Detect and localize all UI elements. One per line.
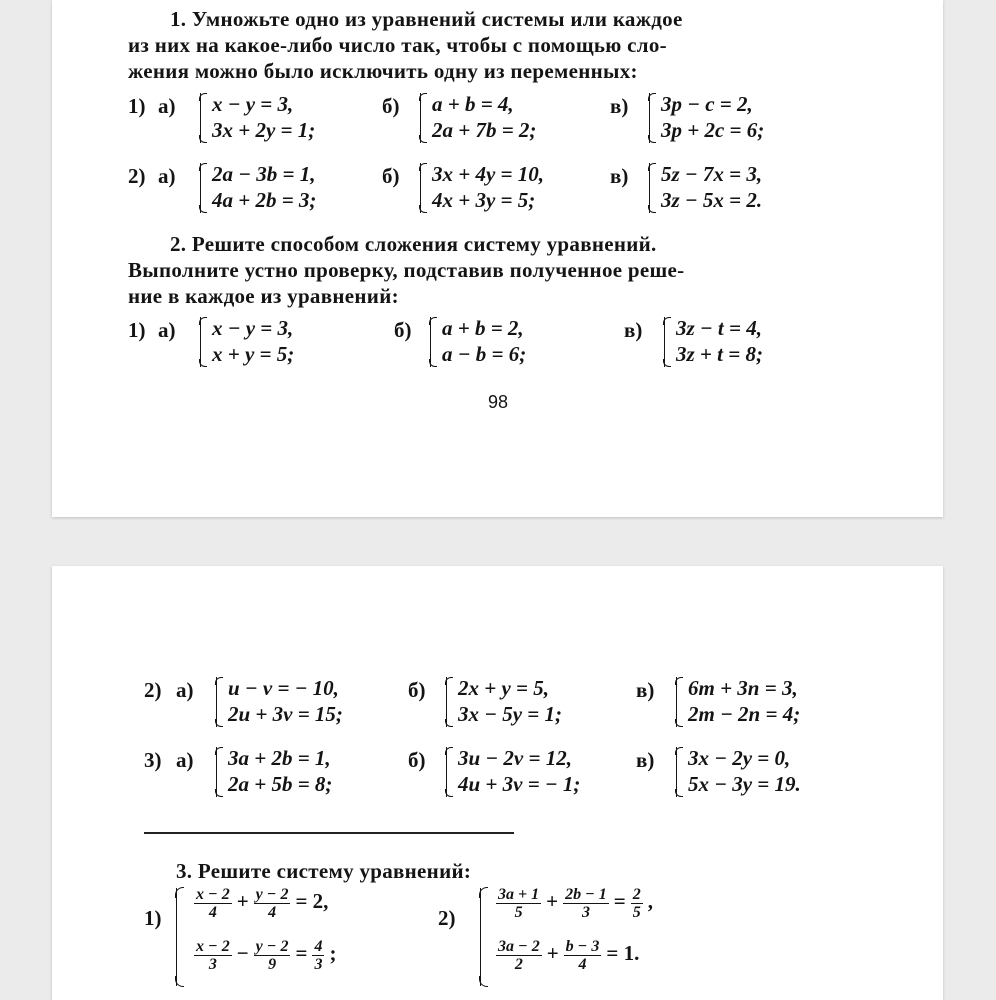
brace-icon xyxy=(176,888,185,986)
equation: 2u + 3v = 15; xyxy=(228,702,343,726)
task2-row1-c-label: в) xyxy=(624,318,643,342)
equation: 5x − 3y = 19. xyxy=(688,772,801,796)
page2-row2-a-system xyxy=(216,676,406,730)
task1-line-1 xyxy=(170,6,683,32)
fraction: $\frac{3a + 1}{5}$ xyxy=(498,886,540,921)
equation: 3x − 2y = 0, xyxy=(688,746,791,770)
fraction: $\frac{y - 2}{9}$ xyxy=(255,938,289,973)
task1-row2-a-system xyxy=(200,162,380,216)
page2-row3-b-label: б) xyxy=(408,748,426,772)
brace-icon xyxy=(430,317,439,367)
equation: 6m + 3n = 3, xyxy=(688,676,798,700)
equation: 5z − 7x = 3, xyxy=(661,162,763,186)
fraction: $\frac{x - 2}{4}$ xyxy=(196,886,230,921)
fraction: $\frac{x - 2}{3}$ xyxy=(196,938,230,973)
equation: 4a + 2b = 3; xyxy=(212,188,317,212)
equation: 2a + 5b = 8; xyxy=(228,772,333,796)
page2-row3-a-system xyxy=(216,746,406,800)
task2-row1-b-label: б) xyxy=(394,318,412,342)
equation: 3z − t = 4, xyxy=(676,316,762,340)
equation: 2a − 3b = 1, xyxy=(212,162,316,186)
brace-icon xyxy=(200,163,209,213)
task2-line-1 xyxy=(170,231,657,257)
fraction: $\frac{b - 3}{4}$ xyxy=(565,938,600,973)
equation: x + y = 5; xyxy=(212,342,295,366)
equation: 2a + 7b = 2; xyxy=(432,118,537,142)
task1-row1-c-system xyxy=(649,92,819,146)
page2-row3-a-label: а) xyxy=(176,748,194,772)
equation: x − y = 3, xyxy=(212,316,294,340)
equation: x − y = 3, xyxy=(212,92,294,116)
equation: 3a + 2b = 1, xyxy=(228,746,331,770)
task2-line-3: ние в каждое из уравнений: xyxy=(128,284,399,308)
page2-row2-a-label: а) xyxy=(176,678,194,702)
task2-row1-a-label: а) xyxy=(158,318,176,342)
equation: 3u − 2v = 12, xyxy=(458,746,572,770)
textbook-page-99 xyxy=(52,566,943,1000)
equation: a − b = 6; xyxy=(442,342,527,366)
equation: 2x + y = 5, xyxy=(458,676,550,700)
task3-heading xyxy=(176,858,471,884)
task1-row2-c-system xyxy=(649,162,829,216)
task3-sys1-equation1: $\frac{x - 2}{4}$ + $\frac{y - 2}{4}$ = 2, xyxy=(196,886,329,921)
fraction: $\frac{4}{3}$ xyxy=(314,938,323,973)
brace-icon xyxy=(649,163,658,213)
page2-row3-c-system xyxy=(676,746,876,800)
fraction: $\frac{2}{5}$ xyxy=(632,886,641,921)
section-divider xyxy=(144,832,514,834)
fraction: $\frac{2b - 1}{3}$ xyxy=(565,886,607,921)
task3-sys2-equation2: $\frac{3a - 2}{2}$ + $\frac{b - 3}{4}$ = 1. xyxy=(498,938,640,973)
brace-icon xyxy=(200,317,209,367)
task1-number: 1. xyxy=(170,7,187,31)
task1-row1-a-label: а) xyxy=(158,94,176,118)
brace-icon xyxy=(480,888,489,986)
task2-row1-a-system xyxy=(200,316,370,370)
equation: 3x + 4y = 10, xyxy=(432,162,545,186)
brace-icon xyxy=(420,93,429,143)
page2-row2-label: 2) xyxy=(144,678,162,702)
page-number: 98 xyxy=(488,392,509,412)
task1-row1-b-system xyxy=(420,92,590,146)
brace-icon xyxy=(216,677,225,727)
brace-icon xyxy=(676,747,685,797)
page2-row3-c-label: в) xyxy=(636,748,655,772)
textbook-page-98 xyxy=(52,0,943,517)
equation: u − v = − 10, xyxy=(228,676,339,700)
equation: 2m − 2n = 4; xyxy=(688,702,801,726)
task2-text-1: Решите способом сложения систему уравнений. xyxy=(191,232,657,256)
task1-row2-b-label: б) xyxy=(382,164,400,188)
task2-number: 2. xyxy=(170,232,187,256)
task1-row2-a-label: а) xyxy=(158,164,176,188)
brace-icon xyxy=(649,93,658,143)
task1-line-3: жения можно было исключить одну из переменных: xyxy=(128,59,638,83)
task1-row1-a-system xyxy=(200,92,370,146)
task3-sys1-equation2: $\frac{x - 2}{3}$ − $\frac{y - 2}{9}$ = $\frac{4}{3}$ ; xyxy=(196,938,337,973)
brace-icon xyxy=(446,747,455,797)
brace-icon xyxy=(216,747,225,797)
task2-row1-c-system xyxy=(664,316,834,370)
equation: 3p + 2c = 6; xyxy=(661,118,765,142)
task2-line-2: Выполните устно проверку, подставив полученное реше- xyxy=(128,258,685,282)
page2-row3-label: 3) xyxy=(144,748,162,772)
brace-icon xyxy=(676,677,685,727)
equation: 4x + 3y = 5; xyxy=(432,188,536,212)
brace-icon xyxy=(664,317,673,367)
equation: 3z + t = 8; xyxy=(676,342,763,366)
task1-row2-b-system xyxy=(420,162,610,216)
page2-row3-b-system xyxy=(446,746,646,800)
page2-row2-c-system xyxy=(676,676,876,730)
equation: 4u + 3v = − 1; xyxy=(458,772,581,796)
equation: a + b = 4, xyxy=(432,92,514,116)
task1-row2-label: 2) xyxy=(128,164,146,188)
brace-icon xyxy=(420,163,429,213)
task3-sys1-label: 1) xyxy=(144,906,162,930)
task2-row1-label: 1) xyxy=(128,318,146,342)
task1-line-2: из них на какое-либо число так, чтобы с помощью сло- xyxy=(128,33,667,57)
task3-title: Решите систему уравнений: xyxy=(197,859,472,883)
task3-number: 3. xyxy=(176,859,193,883)
task1-row1-b-label: б) xyxy=(382,94,400,118)
task1-row1-label: 1) xyxy=(128,94,146,118)
brace-icon xyxy=(446,677,455,727)
equation: 3x + 2y = 1; xyxy=(212,118,316,142)
equation: 3x − 5y = 1; xyxy=(458,702,563,726)
equation: 3p − c = 2, xyxy=(661,92,753,116)
task1-row2-c-label: в) xyxy=(610,164,629,188)
page2-row2-b-system xyxy=(446,676,636,730)
page2-row2-c-label: в) xyxy=(636,678,655,702)
brace-icon xyxy=(200,93,209,143)
page2-row2-b-label: б) xyxy=(408,678,426,702)
equation: 3z − 5x = 2. xyxy=(661,188,763,212)
task3-sys2-label: 2) xyxy=(438,906,456,930)
task1-row1-c-label: в) xyxy=(610,94,629,118)
fraction: $\frac{y - 2}{4}$ xyxy=(255,886,289,921)
fraction: $\frac{3a - 2}{2}$ xyxy=(498,938,540,973)
task3-sys2-equation1: $\frac{3a + 1}{5}$ + $\frac{2b - 1}{3}$ = $\frac{2}{5}$ , xyxy=(498,886,654,921)
task2-row1-b-system xyxy=(430,316,600,370)
equation: a + b = 2, xyxy=(442,316,524,340)
task1-text-1: Умножьте одно из уравнений системы или каждое xyxy=(191,7,683,31)
